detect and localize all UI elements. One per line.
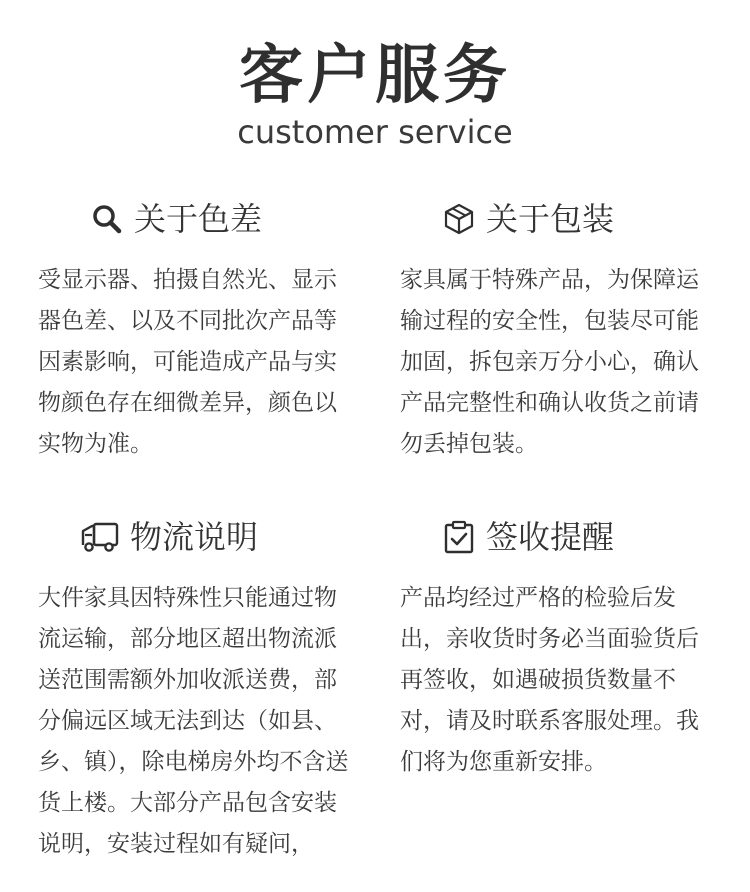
section-color-difference bbox=[38, 196, 356, 465]
section-heading: 关于包装 bbox=[486, 200, 615, 238]
truck-icon bbox=[80, 520, 120, 554]
section-text: 受显示器、拍摄自然光、显示器色差、以及不同批次产品等因素影响，可能造成产品与实物颜色存在细微差异，颜色以实物为准。 bbox=[38, 267, 337, 457]
box-icon bbox=[442, 202, 476, 236]
section-text: 家具属于特殊产品，为保障运输过程的安全性，包装尽可能加固，拆包亲万分小心，确认产品完整性和确认收货之前请勿丢掉包装。 bbox=[400, 267, 699, 457]
section-header bbox=[442, 514, 718, 560]
section-logistics bbox=[38, 514, 356, 865]
section-heading: 物流说明 bbox=[130, 518, 259, 556]
section-heading: 签收提醒 bbox=[486, 518, 615, 556]
section-heading: 关于色差 bbox=[134, 200, 263, 238]
section-text: 大件家具因特殊性只能通过物流运输，部分地区超出物流派送范围需额外加收派送费，部分偏远区域无法到达（如县、乡、镇），除电梯房外均不含送货上楼。大部分产品包含安装说明，安装过程如有疑问， bbox=[38, 585, 349, 857]
search-icon bbox=[90, 202, 124, 236]
section-header bbox=[442, 196, 718, 242]
section-text: 产品均经过严格的检验后发出，亲收货时务必当面验货后再签收，如遇破损货数量不对，请及时联系客服处理。我们将为您重新安排。 bbox=[400, 585, 699, 775]
clipboard-check-icon bbox=[442, 520, 476, 554]
section-packaging bbox=[400, 196, 718, 465]
page-title: 客户服务 bbox=[239, 39, 511, 113]
page-subtitle: customer service bbox=[237, 113, 513, 151]
section-signing-reminder bbox=[400, 514, 718, 783]
section-header bbox=[80, 514, 356, 560]
section-header bbox=[90, 196, 356, 242]
